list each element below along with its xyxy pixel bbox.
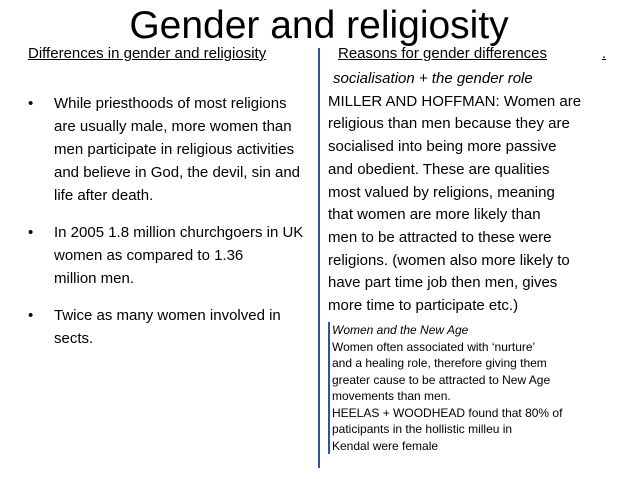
right-text-line: and obedient. These are qualities	[328, 160, 550, 178]
right-column-header-text: Reasons for gender differences	[338, 45, 548, 62]
bullet-line: Twice as many women involved in	[54, 307, 281, 324]
right-text-line: have part time job then men, gives	[328, 274, 558, 292]
slide-title: Gender and religiosity	[129, 4, 509, 47]
bullet-line: men participate in religious activities	[54, 141, 295, 158]
new-age-line: Women often associated with ‘nurture’	[332, 339, 536, 354]
bullet-line: sects.	[54, 330, 94, 347]
new-age-line: paticipants in the hollistic milleu in	[332, 422, 513, 436]
bullet-priesthoods	[28, 92, 313, 207]
bullet-line: In 2005 1.8 million churchgoers in UK	[54, 224, 304, 241]
right-subtitle: socialisation + the gender role	[333, 70, 533, 87]
left-column-header: Differences in gender and religiosity	[28, 45, 267, 62]
bullet-line: are usually male, more women than	[54, 118, 292, 135]
bullet-marker: •	[28, 224, 34, 241]
bullet-line: and believe in God, the devil, sin and	[54, 164, 300, 181]
right-text-line: most valued by religions, meaning	[328, 183, 555, 201]
new-age-line: and a healing role, therefore giving them	[332, 356, 547, 370]
right-column-header-trailing: .	[601, 45, 606, 62]
new-age-box	[328, 322, 632, 454]
right-text-line: religions. (women also more likely to	[328, 251, 570, 269]
bullet-line: While priesthoods of most religions	[54, 95, 287, 112]
bullet-line: million men.	[54, 270, 135, 287]
bullet-churchgoers	[28, 221, 313, 290]
new-age-line: HEELAS + WOODHEAD found that 80% of	[332, 405, 563, 420]
bullet-marker: •	[28, 95, 34, 112]
right-text-line: religious than men because they are	[328, 115, 570, 133]
right-text-line: MILLER AND HOFFMAN: Women are	[328, 92, 582, 110]
left-column	[28, 92, 313, 364]
new-age-line: Kendal were female	[332, 438, 439, 453]
new-age-line: greater cause to be attracted to New Age	[332, 372, 551, 387]
right-text-line: socialised into being more passive	[328, 138, 557, 156]
new-age-title: Women and the New Age	[332, 323, 469, 337]
right-column	[328, 68, 633, 318]
right-text-line: more time to participate etc.)	[328, 297, 519, 315]
column-divider	[318, 48, 320, 468]
bullet-line: women as compared to 1.36	[54, 247, 244, 264]
new-age-line: movements than men.	[332, 389, 451, 403]
right-text-line: that women are more likely than	[328, 206, 541, 224]
bullet-marker: •	[28, 307, 34, 324]
bullet-sects	[28, 304, 313, 350]
right-text-line: men to be attracted to these were	[328, 228, 552, 246]
bullet-line: life after death.	[54, 187, 154, 204]
right-column-header	[330, 44, 606, 64]
